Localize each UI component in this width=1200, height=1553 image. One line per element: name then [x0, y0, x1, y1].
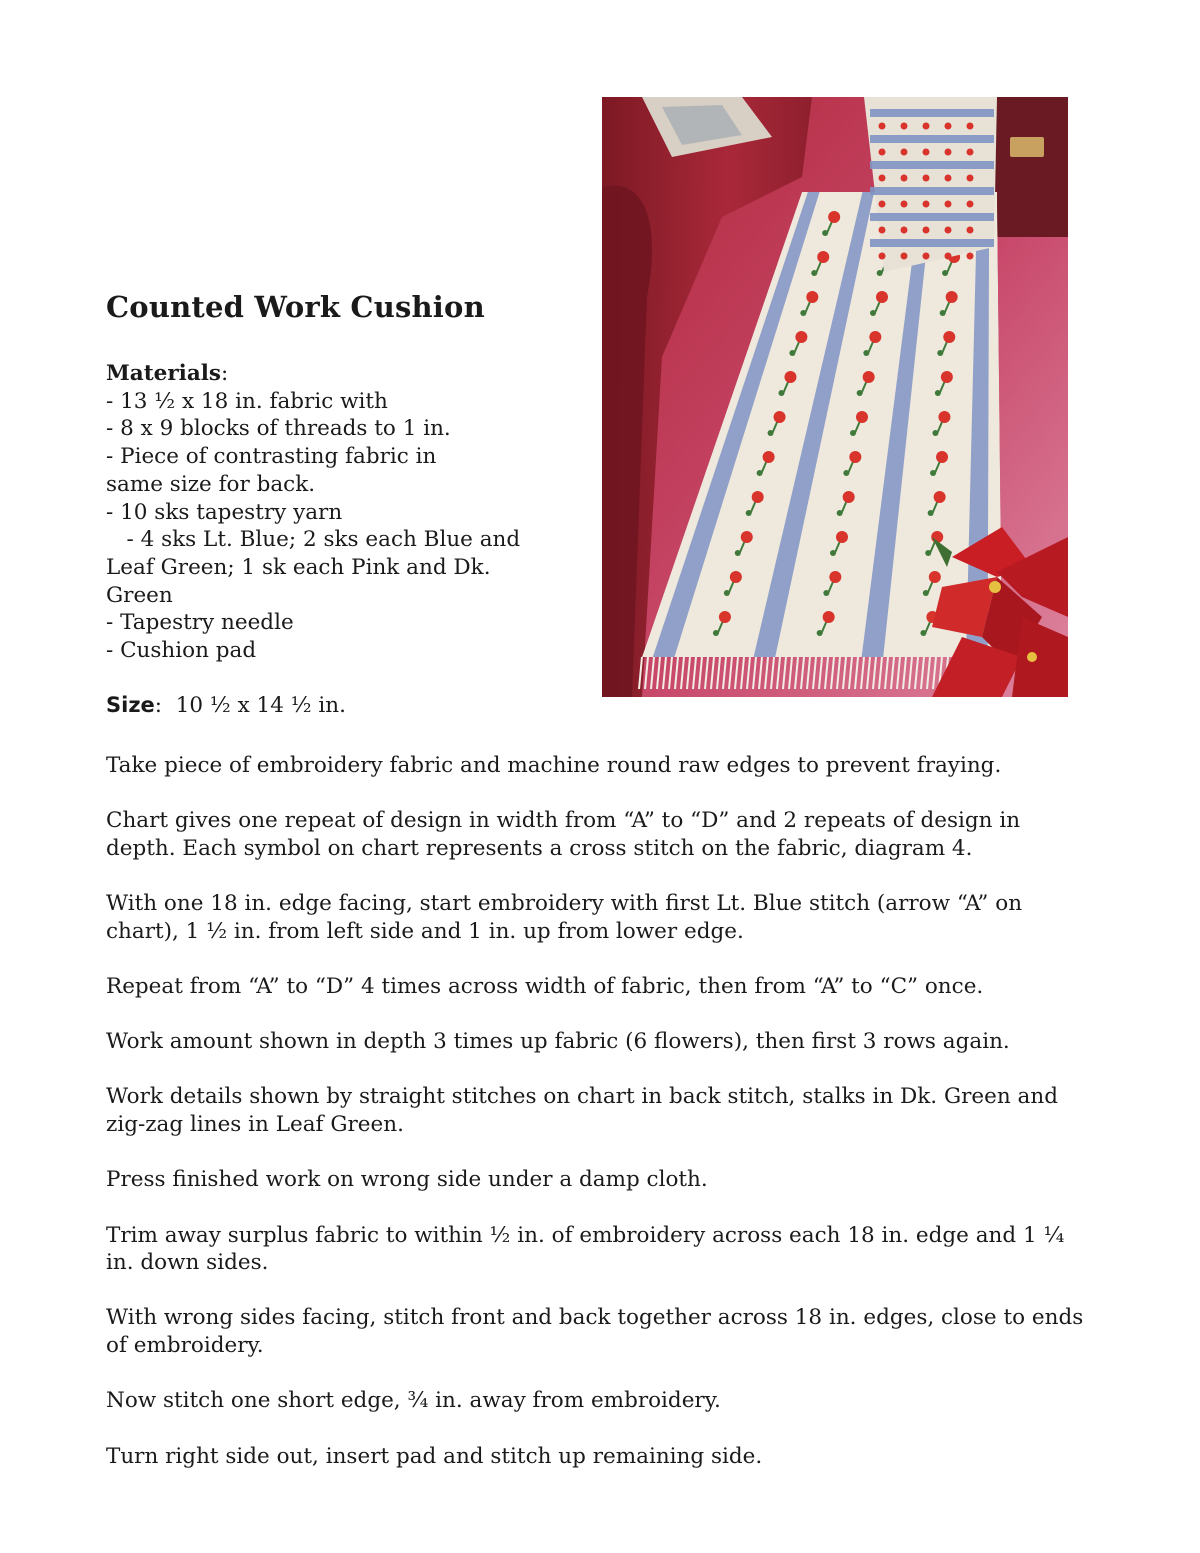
cushion-flower	[967, 149, 974, 156]
flower-bloom	[946, 291, 958, 303]
cushion-flower	[967, 201, 974, 208]
flower-bloom	[795, 331, 807, 343]
flower-bloom	[784, 371, 796, 383]
flower-leaf	[857, 390, 863, 396]
cushion-stripe	[870, 161, 994, 169]
cushion-flower	[967, 175, 974, 182]
flower-bloom	[934, 491, 946, 503]
flower-leaf	[817, 630, 823, 636]
cushion-flower	[901, 123, 908, 130]
flower-bloom	[929, 571, 941, 583]
cushion-stripe	[870, 109, 994, 117]
materials-section	[106, 360, 576, 665]
flower-bloom	[741, 531, 753, 543]
page-title: Counted Work Cushion	[106, 290, 485, 324]
flower-leaf	[932, 430, 938, 436]
cushion-stripe	[870, 213, 994, 221]
flower-leaf	[850, 430, 856, 436]
flower-bloom	[849, 451, 861, 463]
flower-leaf	[811, 270, 817, 276]
instruction-step: Work amount shown in depth 3 times up fabric (6 flowers), then first 3 rows again.	[106, 1029, 1010, 1055]
size-value: 10 ½ x 14 ½ in.	[175, 693, 346, 718]
flower-bloom	[836, 531, 848, 543]
materials-line: - 10 sks tapestry yarn	[106, 499, 343, 525]
flower-bloom	[843, 491, 855, 503]
cushion-flower	[901, 227, 908, 234]
cushion-flower	[967, 253, 974, 260]
flower-leaf	[935, 390, 941, 396]
flower-bloom	[869, 331, 881, 343]
materials-line: - 4 sks Lt. Blue; 2 sks each Blue and	[106, 527, 521, 553]
instruction-step: With wrong sides facing, stitch front and back together across 18 in. edges, close to ends of embroidery.	[106, 1305, 1084, 1359]
cushion-flower	[967, 227, 974, 234]
flower-leaf	[789, 350, 795, 356]
flower-bloom	[943, 331, 955, 343]
flower-leaf	[870, 310, 876, 316]
flower-leaf	[746, 510, 752, 516]
materials-line: Leaf Green; 1 sk each Pink and Dk.	[106, 554, 491, 580]
flower-leaf	[837, 510, 843, 516]
cushion-flower	[923, 253, 930, 260]
flower-bloom	[936, 451, 948, 463]
materials-heading: Materials:	[106, 361, 229, 386]
materials-line: - Cushion pad	[106, 638, 257, 664]
cushion-photo	[602, 97, 1068, 697]
cushion-flower	[879, 175, 886, 182]
flower-leaf	[843, 470, 849, 476]
flower-bloom	[752, 491, 764, 503]
instruction-step: Chart gives one repeat of design in width from “A” to “D” and 2 repeats of design in depth. Each symbol on chart represents a cross stitch on the fabric, diagram 4.	[106, 808, 1021, 861]
cushion-flower	[945, 253, 952, 260]
cushion-stripe	[870, 239, 994, 247]
flower-bloom	[876, 291, 888, 303]
flower-bloom	[719, 611, 731, 623]
flower-leaf	[724, 590, 730, 596]
flower-leaf	[735, 550, 741, 556]
materials-line: Green	[106, 582, 173, 608]
flower-leaf	[930, 470, 936, 476]
materials-line: - Tapestry needle	[106, 610, 294, 636]
cushion-flower	[945, 123, 952, 130]
flower-bloom	[763, 451, 775, 463]
flower-bloom	[829, 571, 841, 583]
flower-bloom	[823, 611, 835, 623]
materials-line: - Piece of contrasting fabric in	[106, 444, 437, 470]
flower-leaf	[830, 550, 836, 556]
cushion-flower	[945, 201, 952, 208]
cushion-flower	[945, 175, 952, 182]
flower-leaf	[863, 350, 869, 356]
cushion-stripe	[870, 135, 994, 143]
instruction-step: Turn right side out, insert pad and stitch up remaining side.	[106, 1443, 763, 1469]
flower-leaf	[757, 470, 763, 476]
flower-bloom	[806, 291, 818, 303]
flower-leaf	[822, 230, 828, 236]
instruction-step: Work details shown by straight stitches on chart in back stitch, stalks in Dk. Green and zig-zag lines in Leaf Green.	[106, 1084, 1058, 1138]
flower-leaf	[800, 310, 806, 316]
cushion-flower	[923, 201, 930, 208]
flower-bloom	[863, 371, 875, 383]
flower-leaf	[937, 350, 943, 356]
cushion-flower	[945, 149, 952, 156]
cushion-flower	[901, 149, 908, 156]
instruction-step: Repeat from “A” to “D” 4 times across width of fabric, then from “A” to “C” once.	[106, 974, 984, 1000]
cushion-flower	[879, 149, 886, 156]
flower-bloom	[856, 411, 868, 423]
cushion-flower	[879, 253, 886, 260]
flower-leaf	[920, 630, 926, 636]
cushion-flower	[923, 175, 930, 182]
size-line: Size: 10 ½ x 14 ½ in.	[106, 693, 346, 718]
materials-list	[106, 388, 576, 665]
materials-line: - 8 x 9 blocks of threads to 1 in.	[106, 416, 451, 442]
flower-leaf	[928, 510, 934, 516]
cushion-flower	[923, 227, 930, 234]
cushion-flower	[945, 227, 952, 234]
cushion-stripe	[870, 187, 994, 195]
instruction-step: Now stitch one short edge, ¾ in. away from embroidery.	[106, 1388, 721, 1414]
flower-leaf	[778, 390, 784, 396]
cushion-flower	[879, 201, 886, 208]
cushion-flower	[923, 149, 930, 156]
flower-bloom	[774, 411, 786, 423]
flower-leaf	[713, 630, 719, 636]
cushion-photo-illustration	[602, 97, 1068, 697]
size-label: Size	[106, 693, 155, 717]
cushion-flower	[901, 175, 908, 182]
flower-leaf	[923, 590, 929, 596]
cushion-flower	[967, 123, 974, 130]
cushion-flower	[879, 227, 886, 234]
flower-leaf	[925, 550, 931, 556]
instruction-step: Press finished work on wrong side under a damp cloth.	[106, 1167, 708, 1193]
flower-bloom	[828, 211, 840, 223]
materials-line: - 13 ½ x 18 in. fabric with	[106, 388, 388, 414]
flower-leaf	[942, 270, 948, 276]
flower-bloom	[938, 411, 950, 423]
flower-bloom	[730, 571, 742, 583]
materials-line: same size for back.	[106, 471, 316, 497]
flower-leaf	[768, 430, 774, 436]
flower-bloom	[941, 371, 953, 383]
cushion-flower	[923, 123, 930, 130]
materials-label: Materials	[106, 361, 222, 386]
flower-leaf	[877, 270, 883, 276]
instruction-step: Take piece of embroidery fabric and machine round raw edges to prevent fraying.	[106, 753, 1002, 778]
flower-leaf	[823, 590, 829, 596]
instruction-step: Trim away surplus fabric to within ½ in. of embroidery across each 18 in. edge and 1 ¼ in. down sides.	[106, 1222, 1065, 1276]
cushion-flower	[901, 201, 908, 208]
flower-bloom	[817, 251, 829, 263]
flower-leaf	[940, 310, 946, 316]
cushion-flower	[901, 253, 908, 260]
cushion-flower	[879, 123, 886, 130]
instruction-step: With one 18 in. edge facing, start embroidery with first Lt. Blue stitch (arrow “A” on chart), 1 ½ in. from left side and 1 in. up from lower edge.	[106, 891, 1023, 944]
instructions	[106, 752, 1096, 1498]
